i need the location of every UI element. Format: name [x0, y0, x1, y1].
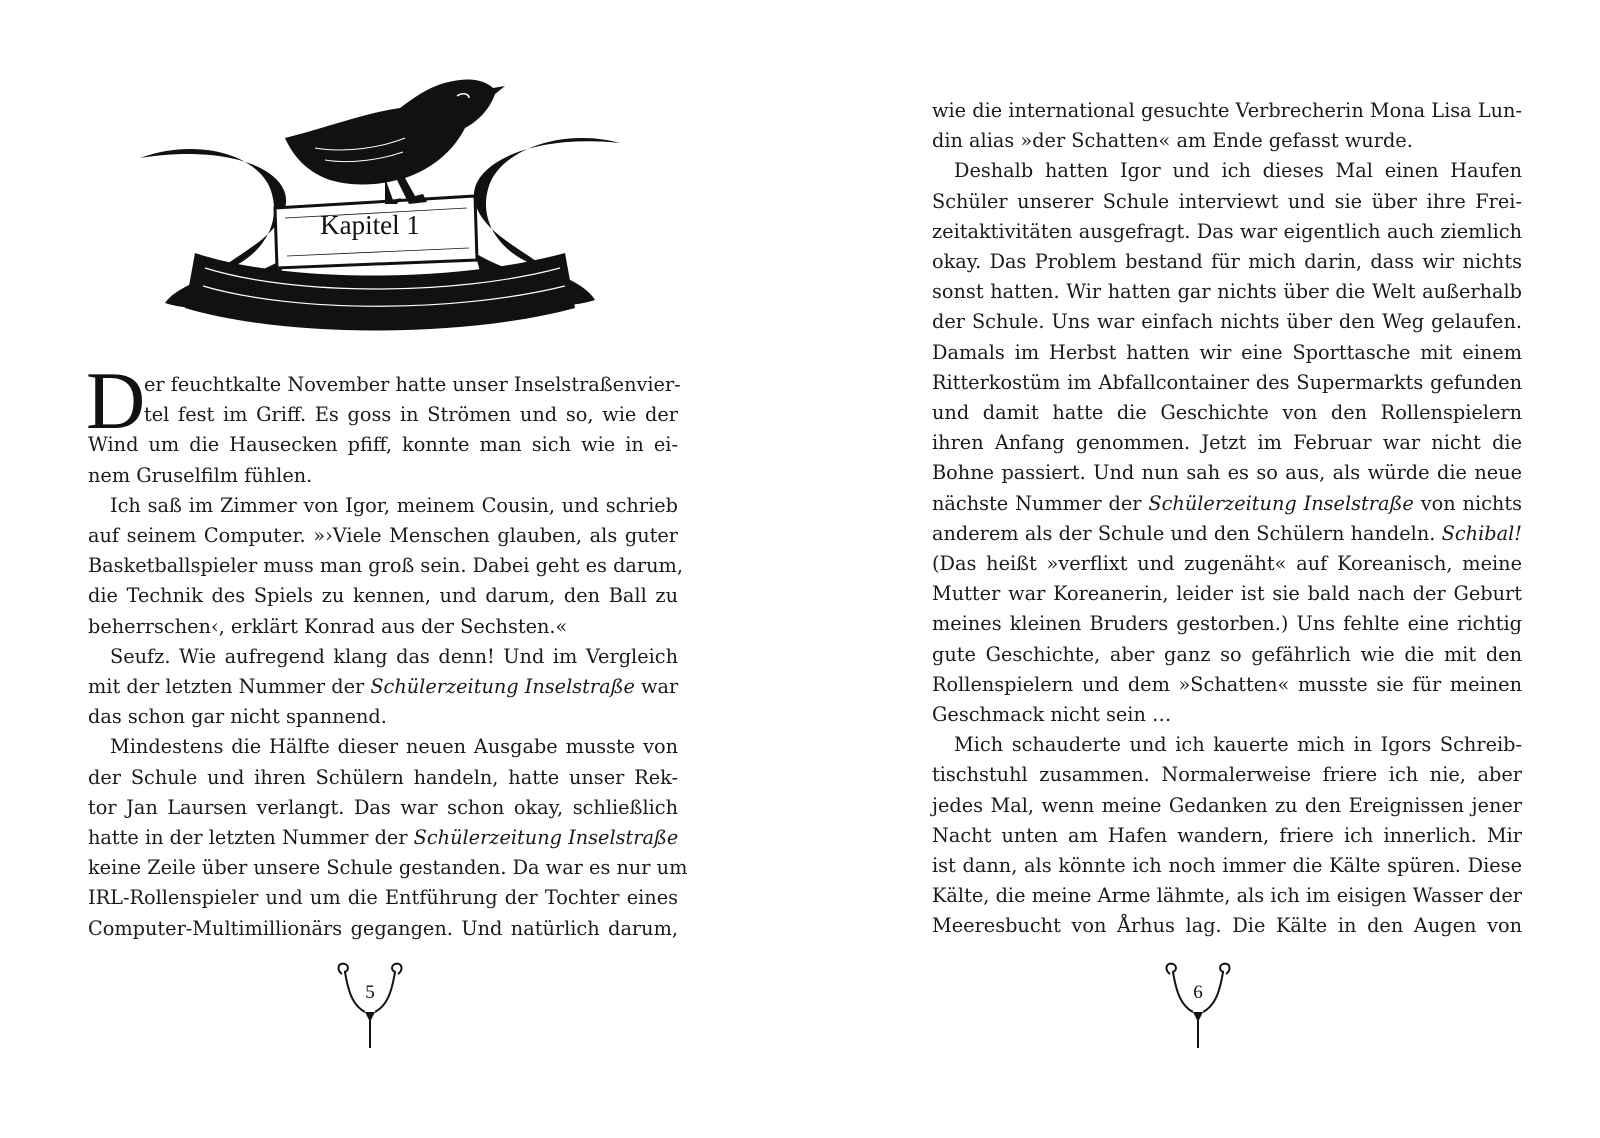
folio-ornament-icon [1158, 960, 1238, 1050]
text-line: Kälte, die meine Arme lähmte, als ich im eisigen Wasser der [932, 884, 1522, 908]
left-body-text [86, 355, 688, 944]
text-line: ist dann, als könnte ich noch immer die Kälte spüren. Diese [932, 854, 1522, 878]
raven-banner-icon [135, 68, 625, 338]
text-line: Basketballspieler muss man groß sein. Dabei geht es darum, [88, 554, 683, 578]
text-line: nem Gruselfilm fühlen. [88, 463, 313, 487]
text-line: Ritterkostüm im Abfallcontainer des Supermarkts gefunden [932, 370, 1522, 394]
text-line: das schon gar nicht spannend. [88, 705, 387, 729]
right-body-text [932, 96, 1522, 942]
text-line: beherrschen‹, erklärt Konrad aus der Sechsten.« [88, 614, 568, 638]
text-line: sonst hatten. Wir hatten gar nichts über die Welt außerhalb [932, 280, 1522, 304]
text-line: mit der letzten Nummer der Schülerzeitung Inselstraße war [88, 675, 679, 699]
chapter-heading: Kapitel 1 [320, 210, 420, 240]
text-line: ihren Anfang genommen. Jetzt im Februar war nicht die [932, 431, 1522, 455]
text-line: Damals im Herbst hatten wir eine Sporttasche mit einem [932, 340, 1522, 364]
text-line: Nacht unten am Hafen wandern, friere ich innerlich. Mir [932, 823, 1522, 847]
text-line: die Technik des Spiels zu kennen, und darum, den Ball zu [88, 584, 678, 608]
text-line: zeitaktivitäten ausgefragt. Das war eigentlich auch ziemlich [932, 219, 1522, 243]
text-line: okay. Das Problem bestand für mich darin, dass wir nichts [932, 250, 1522, 274]
text-line: Ich saß im Zimmer von Igor, meinem Cousin, und schrieb [110, 493, 678, 517]
text-line: Seufz. Wie aufregend klang das denn! Und im Vergleich [110, 644, 678, 668]
text-line: der Schule. Uns war einfach nichts über den Weg gelaufen. [932, 310, 1522, 334]
text-line: jedes Mal, wenn meine Gedanken zu den Ereignissen jener [932, 793, 1522, 817]
text-line: nächste Nummer der Schülerzeitung Inselstraße von nichts [932, 491, 1522, 515]
dropcap: D [86, 355, 146, 446]
text-line: IRL-Rollenspieler und um die Entführung der Tochter eines [88, 886, 678, 910]
text-line: Wind um die Hausecken pfiff, konnte man sich wie in ei- [88, 433, 678, 457]
text-line: und damit hatte die Geschichte von den Rollenspielern [932, 401, 1522, 425]
text-line: Computer-Multimillionärs gegangen. Und natürlich darum, [88, 916, 678, 940]
text-line: Mutter war Koreanerin, leider ist sie bald nach der Geburt [932, 582, 1522, 606]
text-line: der Schule und ihren Schülern handeln, hatte unser Rek- [88, 765, 678, 789]
text-line: meines kleinen Bruders gestorben.) Uns fehlte eine richtig [932, 612, 1522, 636]
text-line: auf seinem Computer. »›Viele Menschen glauben, als guter [88, 524, 678, 548]
text-line: Deshalb hatten Igor und ich dieses Mal einen Haufen [954, 159, 1522, 183]
page-number: 6 [1193, 982, 1203, 1003]
text-line: Schüler unserer Schule interviewt und sie über ihre Frei- [932, 189, 1522, 213]
text-line: wie die international gesuchte Verbrecherin Mona Lisa Lun- [932, 99, 1522, 122]
text-line: tel fest im Griff. Es goss in Strömen und so, wie der [144, 403, 678, 427]
text-line: Bohne passiert. Und nun sah es so aus, als würde die neue [932, 461, 1522, 485]
text-line: Mich schauderte und ich kauerte mich in Igors Schreib- [954, 733, 1522, 757]
text-line: Mindestens die Hälfte dieser neuen Ausgabe musste von [110, 735, 678, 759]
page-number: 5 [365, 982, 375, 1003]
text-line: din alias »der Schatten« am Ende gefasst wurde. [932, 129, 1413, 153]
text-line: tischstuhl zusammen. Normalerweise friere ich nie, aber [932, 763, 1522, 787]
text-line: D er feuchtkalte November hatte unser Inselstraßenvier- [86, 355, 681, 446]
text-line: (Das heißt »verflixt und zugenäht« auf Koreanisch, meine [932, 552, 1522, 576]
text-line: Meeresbucht von Århus lag. Die Kälte in den Augen von [932, 914, 1522, 938]
text-line: keine Zeile über unsere Schule gestanden. Da war es nur um [88, 856, 688, 880]
text-line: tor Jan Laursen verlangt. Das war schon okay, schließlich [88, 795, 678, 819]
text-line: hatte in der letzten Nummer der Schülerzeitung Inselstraße [88, 826, 679, 850]
right-page [800, 0, 1600, 1138]
text-line: anderem als der Schule und den Schülern handeln. Schibal! [932, 521, 1522, 545]
text-line: gute Geschichte, aber ganz so gefährlich wie die mit den [932, 642, 1522, 666]
text-line: Geschmack nicht sein … [932, 703, 1172, 727]
folio-ornament-icon [330, 960, 410, 1050]
text-line: Rollenspielern und dem »Schatten« musste sie für meinen [932, 672, 1522, 696]
